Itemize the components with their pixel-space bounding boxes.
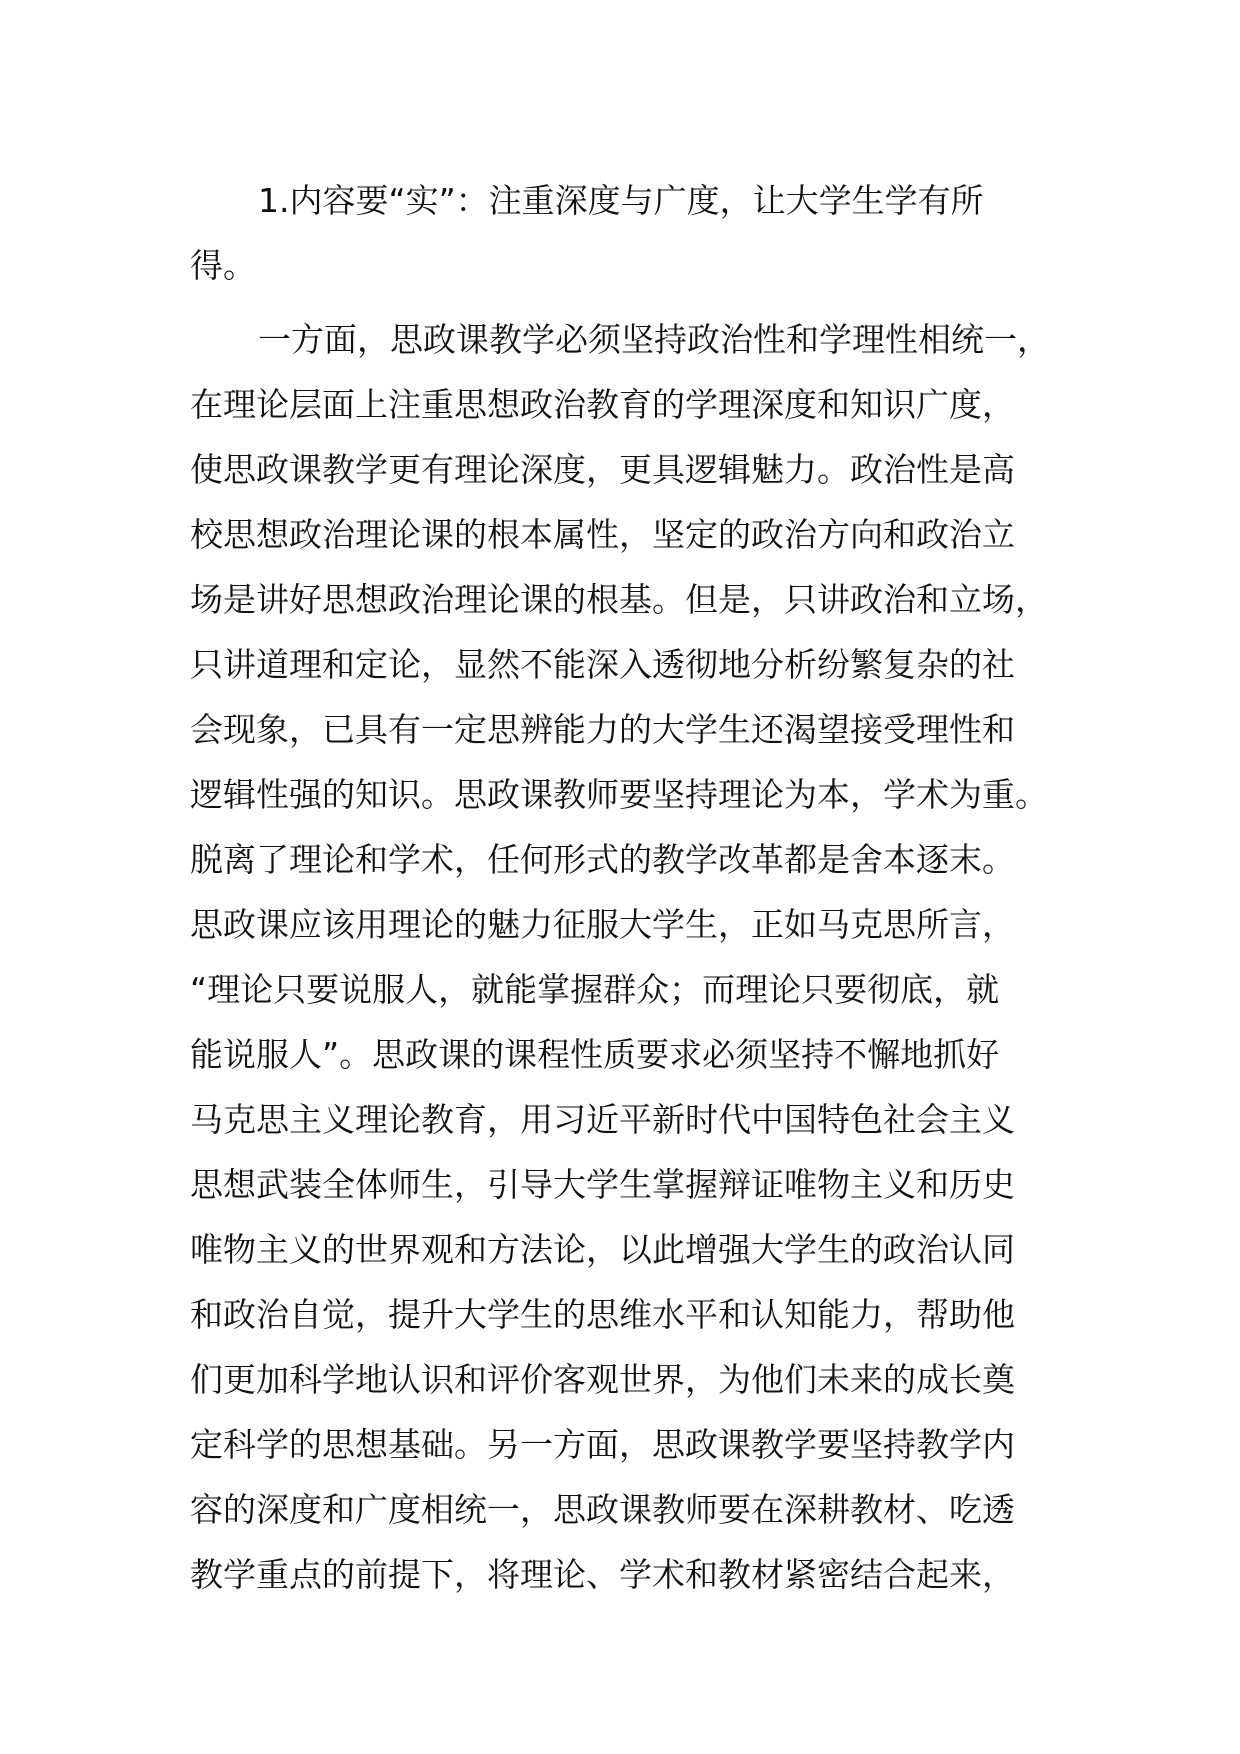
body-line: 定科学的思想基础。另一方面，思政课教学要坚持教学内 <box>190 1425 1015 1464</box>
body-line: 思想武装全体师生，引导大学生掌握辩证唯物主义和历史 <box>190 1165 1015 1204</box>
body-line: 和政治自觉，提升大学生的思维水平和认知能力，帮助他 <box>190 1295 1015 1334</box>
heading-line-2: 得。 <box>190 246 256 285</box>
body-line: 马克思主义理论教育，用习近平新时代中国特色社会主义 <box>190 1100 1015 1139</box>
body-line: 会现象，已具有一定思辨能力的大学生还渴望接受理性和 <box>190 710 1015 749</box>
body-line: 们更加科学地认识和评价客观世界，为他们未来的成长奠 <box>190 1360 1015 1399</box>
body-line: “理论只要说服人，就能掌握群众；而理论只要彻底，就 <box>190 970 1000 1009</box>
body-paragraph <box>190 307 1070 1607</box>
body-line: 能说服人”。思政课的课程性质要求必须坚持不懈地抓好 <box>190 1035 1000 1074</box>
body-line: 脱离了理论和学术，任何形式的教学改革都是舍本逐末。 <box>190 840 1015 879</box>
body-line: 思政课应该用理论的魅力征服大学生，正如马克思所言， <box>190 905 1015 944</box>
section-heading <box>190 168 1070 298</box>
body-line: 唯物主义的世界观和方法论，以此增强大学生的政治认同 <box>190 1230 1015 1269</box>
body-line: 只讲道理和定论，显然不能深入透彻地分析纷繁复杂的社 <box>190 645 1015 684</box>
body-line: 容的深度和广度相统一，思政课教师要在深耕教材、吃透 <box>190 1490 1015 1529</box>
heading-line-1: 1.内容要“实”：注重深度与广度，让大学生学有所 <box>258 181 984 220</box>
body-line: 逻辑性强的知识。思政课教师要坚持理论为本，学术为重。 <box>190 775 1048 814</box>
body-line: 在理论层面上注重思想政治教育的学理深度和知识广度， <box>190 385 1015 424</box>
body-line: 场是讲好思想政治理论课的根基。但是，只讲政治和立场， <box>190 580 1048 619</box>
body-line: 一方面，思政课教学必须坚持政治性和学理性相统一， <box>258 320 1050 359</box>
document-body <box>190 168 1070 1607</box>
body-line: 校思想政治理论课的根本属性，坚定的政治方向和政治立 <box>190 515 1015 554</box>
body-line: 教学重点的前提下，将理论、学术和教材紧密结合起来， <box>190 1555 1015 1594</box>
body-line: 使思政课教学更有理论深度，更具逻辑魅力。政治性是高 <box>190 450 1015 489</box>
